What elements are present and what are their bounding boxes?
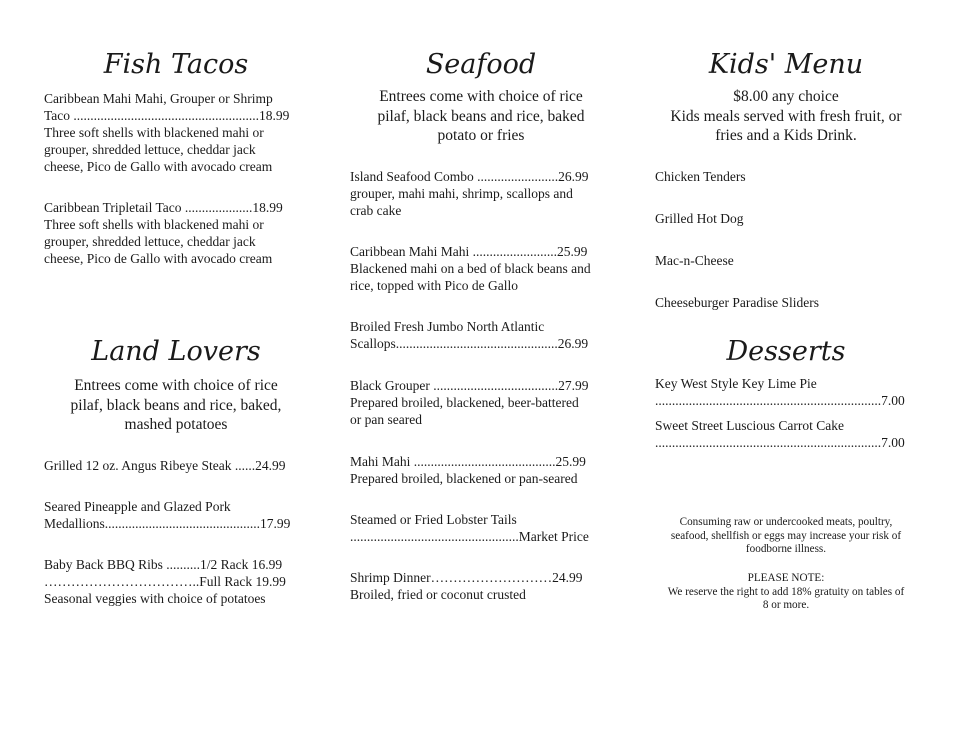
fish-taco-line: Taco .......................................................18.99 [44,108,290,123]
seafood-line: or pan seared [350,412,422,427]
seafood-line: Caribbean Mahi Mahi .........................25.99 [350,244,588,259]
gratuity-notice [640,572,932,613]
gratuity-line: 8 or more. [762,599,810,612]
seafood-intro [350,87,612,146]
advisory-line: Consuming raw or undercooked meats, poultry, [679,516,893,528]
seafood-heading: Seafood [425,49,537,80]
intro-line: fries and a Kids Drink. [715,127,857,144]
seafood-line: Prepared broiled, blackened, beer-battered [350,395,579,410]
fish-taco-line: Three soft shells with blackened mahi or [44,125,264,140]
fish-tacos-heading: Fish Tacos [103,49,249,80]
fish-taco-line: Caribbean Tripletail Taco ....................18.99 [44,200,283,215]
seafood-line: ..................................................Market Price [350,529,589,544]
kids-menu-item: Cheeseburger Paradise Sliders [655,295,819,310]
dessert-line: ...................................................................7.00 [655,435,905,450]
intro-line: Kids meals served with fresh fruit, or [670,107,902,125]
seafood-line: Black Grouper .....................................27.99 [350,378,589,393]
intro-line: Entrees come with choice of rice [74,377,278,394]
kids-menu-heading: Kids' Menu [708,49,864,80]
seafood-line: grouper, mahi mahi, shrimp, scallops and [350,186,573,201]
fish-taco-line: Three soft shells with blackened mahi or [44,217,264,232]
kids-menu-item: Mac-n-Cheese [655,253,734,268]
seafood-line: rice, topped with Pico de Gallo [350,278,518,293]
kids-menu-item: Chicken Tenders [655,169,746,184]
intro-line: pilaf, black beans and rice, baked [377,107,585,125]
land-lovers-line: ……………………………..Full Rack 19.99 [44,574,286,589]
fish-taco-line: grouper, shredded lettuce, cheddar jack [44,142,256,157]
seafood-line: Scallops................................................26.99 [350,336,589,351]
seafood-line: Shrimp Dinner………………………24.99 [350,570,583,585]
seafood-line: Prepared broiled, blackened or pan-seared [350,471,578,486]
seafood-line: Blackened mahi on a bed of black beans and [350,261,591,276]
dessert-line: ...................................................................7.00 [655,393,905,408]
land-lovers-heading: Land Lovers [91,336,261,367]
dessert-line: Key West Style Key Lime Pie [655,376,817,391]
intro-line: potato or fries [437,127,525,144]
gratuity-line: We reserve the right to add 18% gratuity on tables of [667,585,905,598]
dessert-line: Sweet Street Luscious Carrot Cake [655,418,844,433]
please-note-title: PLEASE NOTE: [747,572,825,584]
kids-menu-intro [645,87,927,146]
fish-taco-line: grouper, shredded lettuce, cheddar jack [44,234,256,249]
land-lovers-intro [44,376,308,435]
intro-line: pilaf, black beans and rice, baked, [70,396,282,414]
seafood-line: Island Seafood Combo ........................26.99 [350,169,589,184]
advisory-line: foodborne illness. [745,543,827,556]
seafood-line: Mahi Mahi ..........................................25.99 [350,454,586,469]
seafood-line: Broiled Fresh Jumbo North Atlantic [350,319,545,334]
advisory-line: seafood, shellfish or eggs may increase your risk of [670,529,902,542]
land-lovers-line: Baby Back BBQ Ribs ..........1/2 Rack 16.99 [44,557,283,572]
seafood-line: Steamed or Fried Lobster Tails [350,512,517,527]
intro-line: mashed potatoes [124,416,228,433]
land-lovers-line: Grilled 12 oz. Angus Ribeye Steak ......24.99 [44,458,286,473]
land-lovers-line: Medallions..............................................17.99 [44,516,291,531]
land-lovers-line: Seared Pineapple and Glazed Pork [44,499,231,514]
seafood-line: crab cake [350,203,402,218]
land-lovers-line: Seasonal veggies with choice of potatoes [44,591,266,606]
intro-line: Entrees come with choice of rice [379,88,583,105]
consumption-advisory [640,516,932,557]
fish-taco-line: Caribbean Mahi Mahi, Grouper or Shrimp [44,91,273,106]
fish-taco-line: cheese, Pico de Gallo with avocado cream [44,251,273,266]
intro-line: $8.00 any choice [733,88,839,105]
seafood-line: Broiled, fried or coconut crusted [350,587,526,602]
fish-taco-line: cheese, Pico de Gallo with avocado cream [44,159,273,174]
desserts-heading: Desserts [726,336,846,367]
kids-menu-item: Grilled Hot Dog [655,211,744,226]
